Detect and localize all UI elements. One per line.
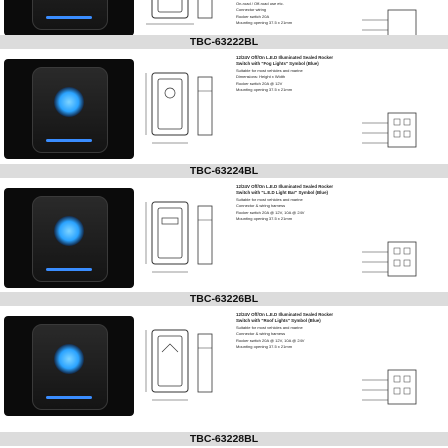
product-title-bar: [0, 164, 448, 178]
desc-line: Rocker switch 20A: [236, 13, 270, 19]
desc-line: Suitable for most vehicles and marine: [236, 67, 303, 73]
product-code: TBC-63222BL: [189, 36, 259, 48]
dimension-drawing: [142, 196, 222, 280]
desc-line: Mounting opening 37.5 x 21mm: [236, 344, 293, 350]
desc-line: Connector wiring: [236, 7, 267, 13]
product-description: [236, 312, 356, 350]
product-section: [0, 306, 448, 428]
desc-line: Dimensions: Height x Width: [236, 74, 286, 80]
fog-light-symbol-icon: [54, 87, 84, 117]
product-description: [236, 184, 356, 222]
rocker-switch-photo: [4, 188, 134, 288]
desc-line: Rocker switch 20A @ 12V, 10A @ 24V: [236, 337, 305, 343]
dimension-drawing: [142, 0, 222, 34]
wiring-diagram: [358, 202, 438, 288]
desc-line: 12/24V Off/On L.E.D Illuminated Sealed Rocker: [236, 55, 334, 60]
desc-line: 12/24V Off/On L.E.D Illuminated Sealed Rocker: [236, 312, 334, 317]
desc-line: Mounting opening 37.5 x 21mm: [236, 216, 293, 222]
desc-line: Connector & wiring harness: [236, 331, 286, 337]
wiring-diagram: [358, 330, 438, 416]
previous-product-description: [236, 1, 356, 27]
desc-line: Suitable for most vehicles and marine: [236, 196, 303, 202]
product-section: [0, 49, 448, 171]
desc-line: Connector & wiring harness: [236, 203, 286, 209]
desc-line: Switch with "L.E.D Light Bar" Symbol (Blue): [236, 190, 328, 196]
desc-line: Rocker switch 20A @ 12V: [236, 80, 283, 86]
product-code: TBC-63224BL: [189, 165, 259, 177]
desc-line: Rocker switch 20A @ 12V, 10A @ 24V: [236, 209, 305, 215]
product-code: TBC-63226BL: [189, 293, 259, 305]
desc-line: Switch with "Fog Lights" Symbol (Blue): [236, 61, 319, 67]
led-light-bar-symbol-icon: [54, 216, 84, 246]
product-title-bar: [0, 432, 448, 446]
desc-line: Mounting opening 37.5 x 21mm: [236, 87, 293, 93]
rocker-switch-photo: [4, 316, 134, 416]
product-description: [236, 55, 356, 93]
dimension-drawing: [142, 324, 222, 408]
dimension-drawing: [142, 67, 222, 151]
product-section: [0, 178, 448, 300]
product-code: TBC-63228BL: [189, 433, 259, 445]
roof-lights-symbol-icon: [54, 344, 84, 374]
product-title-bar: [0, 292, 448, 306]
desc-line: Suitable for most vehicles and marine: [236, 324, 303, 330]
wiring-diagram: [358, 73, 438, 159]
rocker-switch-photo: [4, 59, 134, 159]
rocker-switch-photo: [4, 0, 134, 36]
desc-line: Switch with "Roof Lights" Symbol (Blue): [236, 318, 321, 324]
product-title-bar: [0, 35, 448, 49]
desc-line: On-road / Off-road use etc.: [236, 1, 284, 6]
desc-line: Mounting opening 37.5 x 21mm: [236, 20, 293, 26]
desc-line: 12/24V Off/On L.E.D Illuminated Sealed Rocker: [236, 184, 334, 189]
